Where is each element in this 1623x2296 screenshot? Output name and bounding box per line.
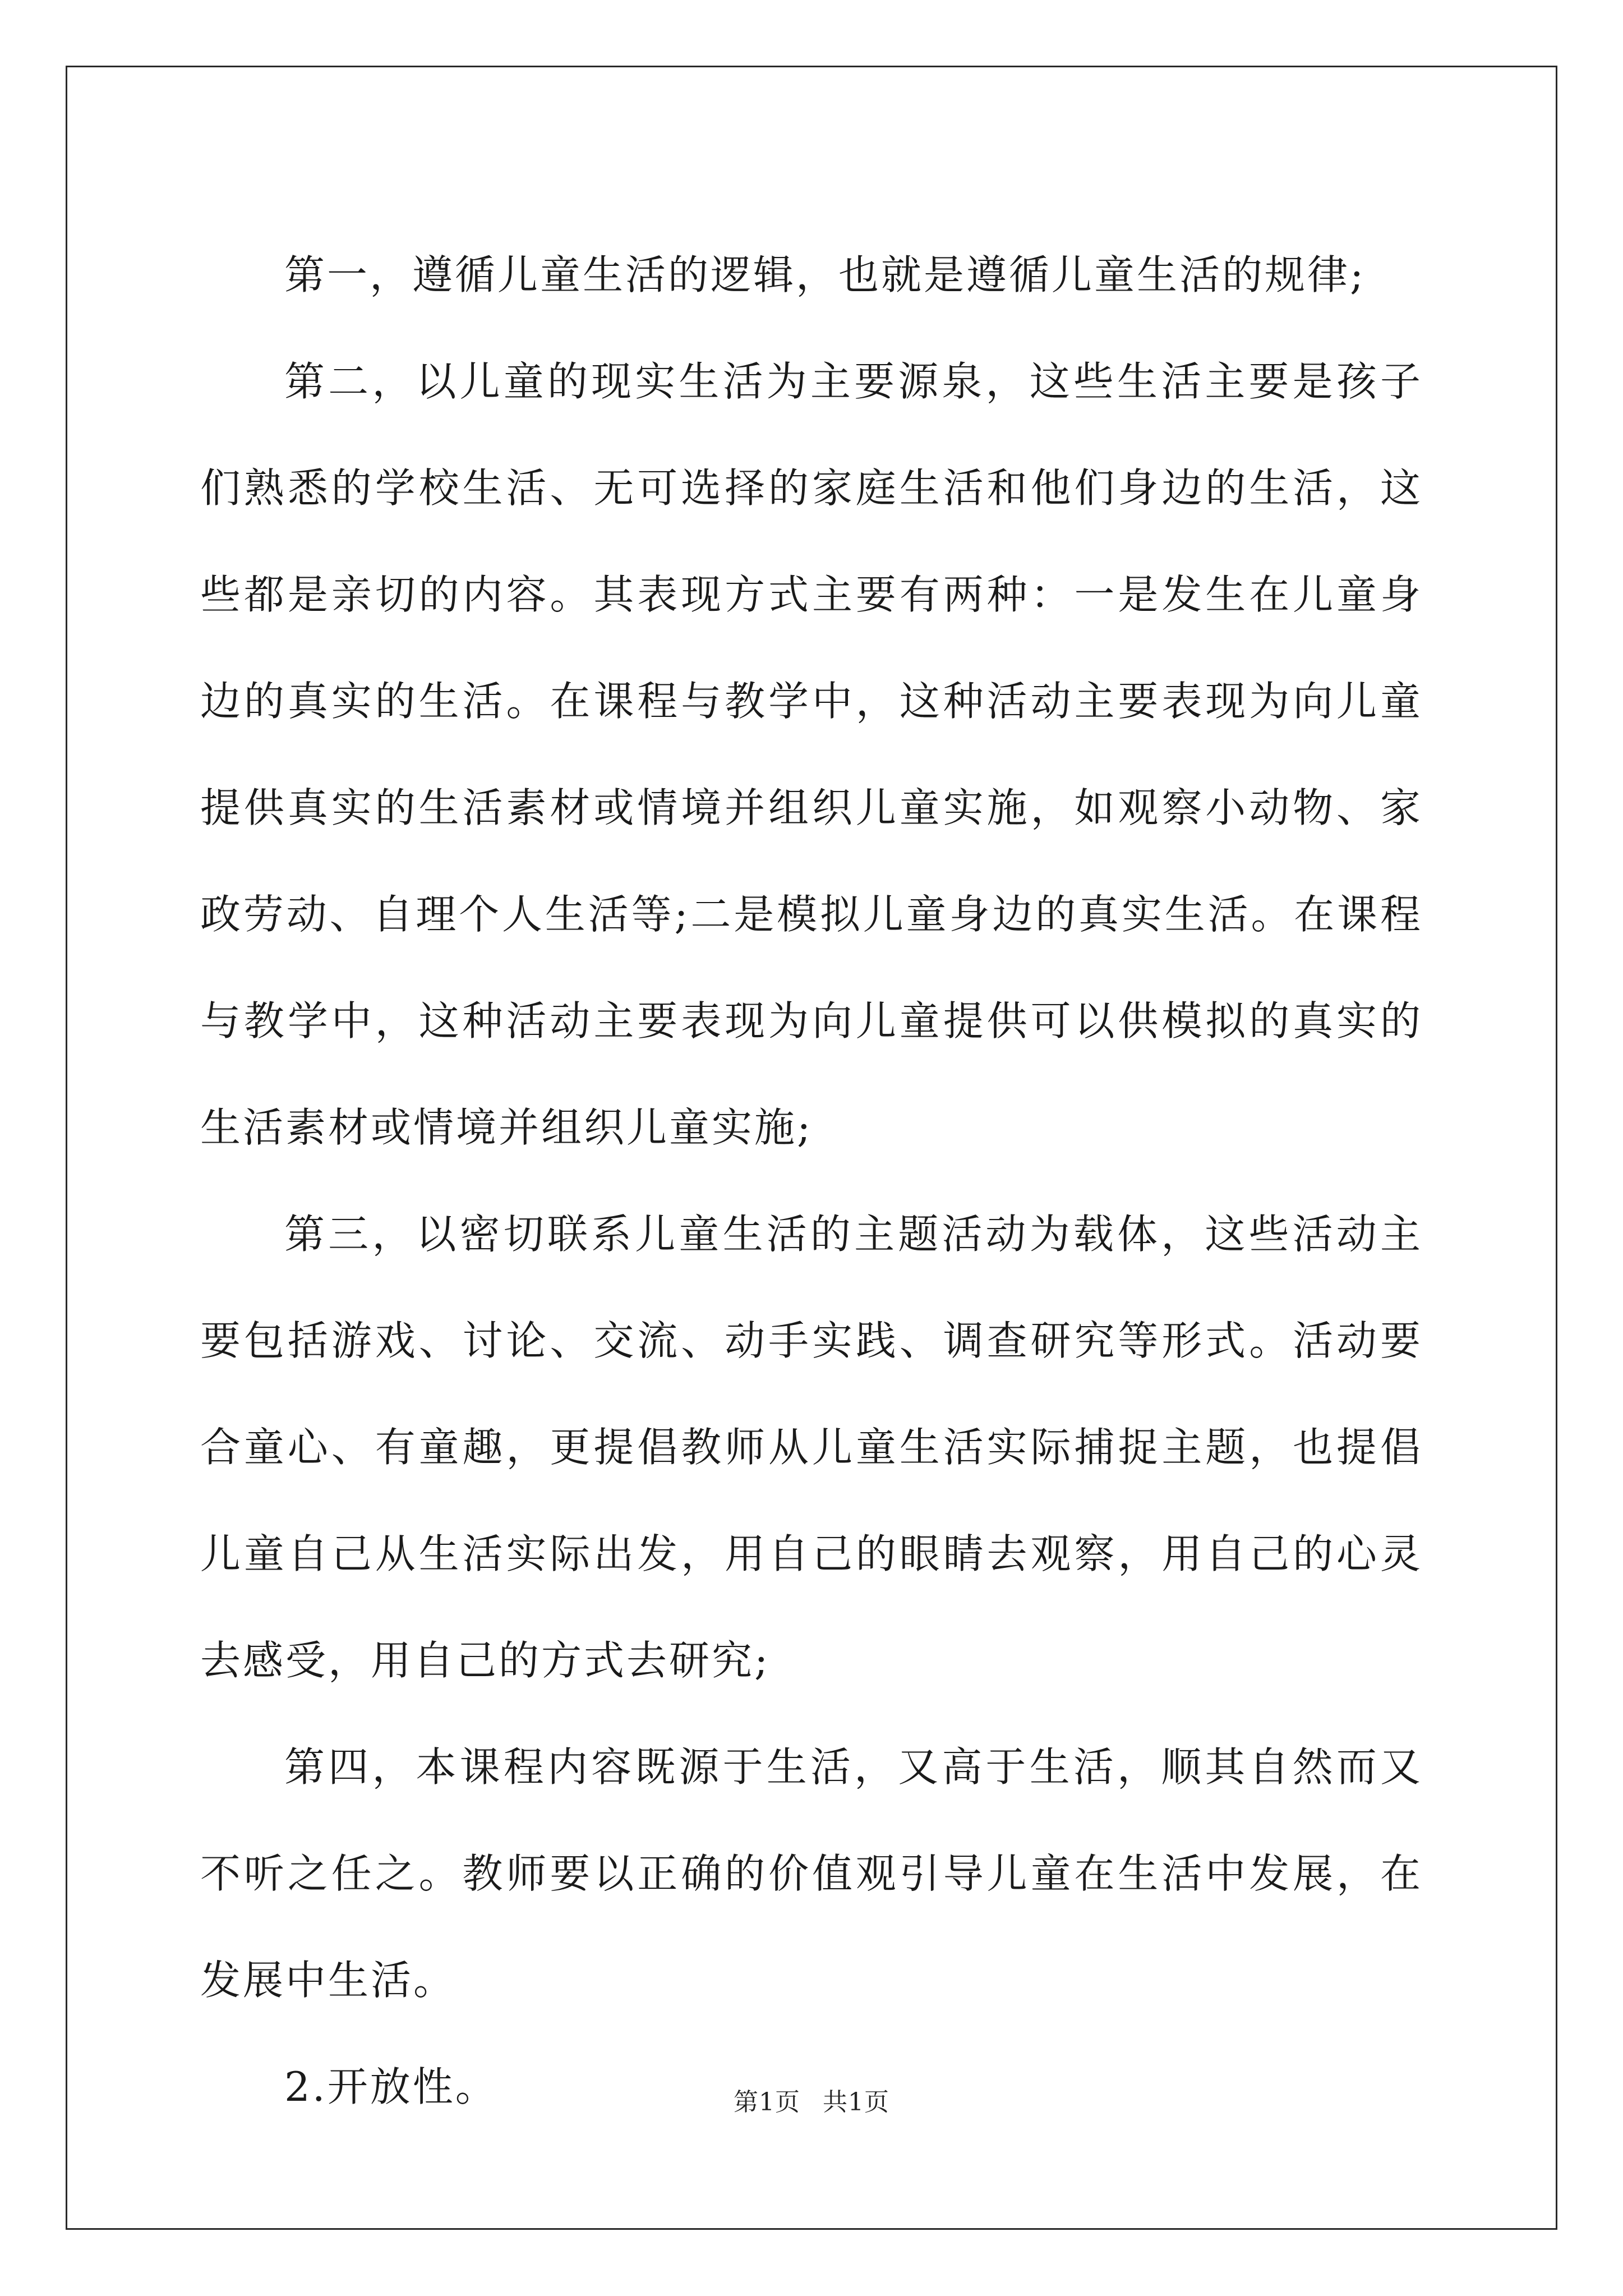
paragraph-2: 第二，以儿童的现实生活为主要源泉，这些生活主要是孩子们熟悉的学校生活、无可选择的家庭生活和他们身边的生活，这些都是亲切的内容。其表现方式主要有两种：一是发生在儿童身边的真实的生活。在课程与教学中，这种活动主要表现为向儿童提供真实的生活素材或情境并组织儿童实施，如观察小动物、家政劳动、自理个人生活等;二是模拟儿童身边的真实生活。在课程与教学中，这种活动主要表现为向儿童提供可以供模拟的真实的生活素材或情境并组织儿童实施; [200,358,1423,1151]
document-body [200,222,1423,2140]
paragraph-5: 2.开放性。 [284,2063,498,2110]
page-footer [0,2086,1623,2119]
paragraph-3: 第三，以密切联系儿童生活的主题活动为载体，这些活动主要包括游戏、讨论、交流、动手实践、调查研究等形式。活动要合童心、有童趣，更提倡教师从儿童生活实际捕捉主题，也提倡儿童自己从生活实际出发，用自己的眼睛去观察，用自己的心灵去感受，用自己的方式去研究; [200,1211,1423,1684]
paragraph-1: 第一，遵循儿童生活的逻辑，也就是遵循儿童生活的规律; [284,251,1366,298]
paragraph-4: 第四，本课程内容既源于生活，又高于生活，顺其自然而又不听之任之。教师要以正确的价值观引导儿童在生活中发展，在发展中生活。 [200,1743,1423,2004]
page-number: 第1页 [734,2088,800,2116]
page-total: 共1页 [823,2088,889,2116]
